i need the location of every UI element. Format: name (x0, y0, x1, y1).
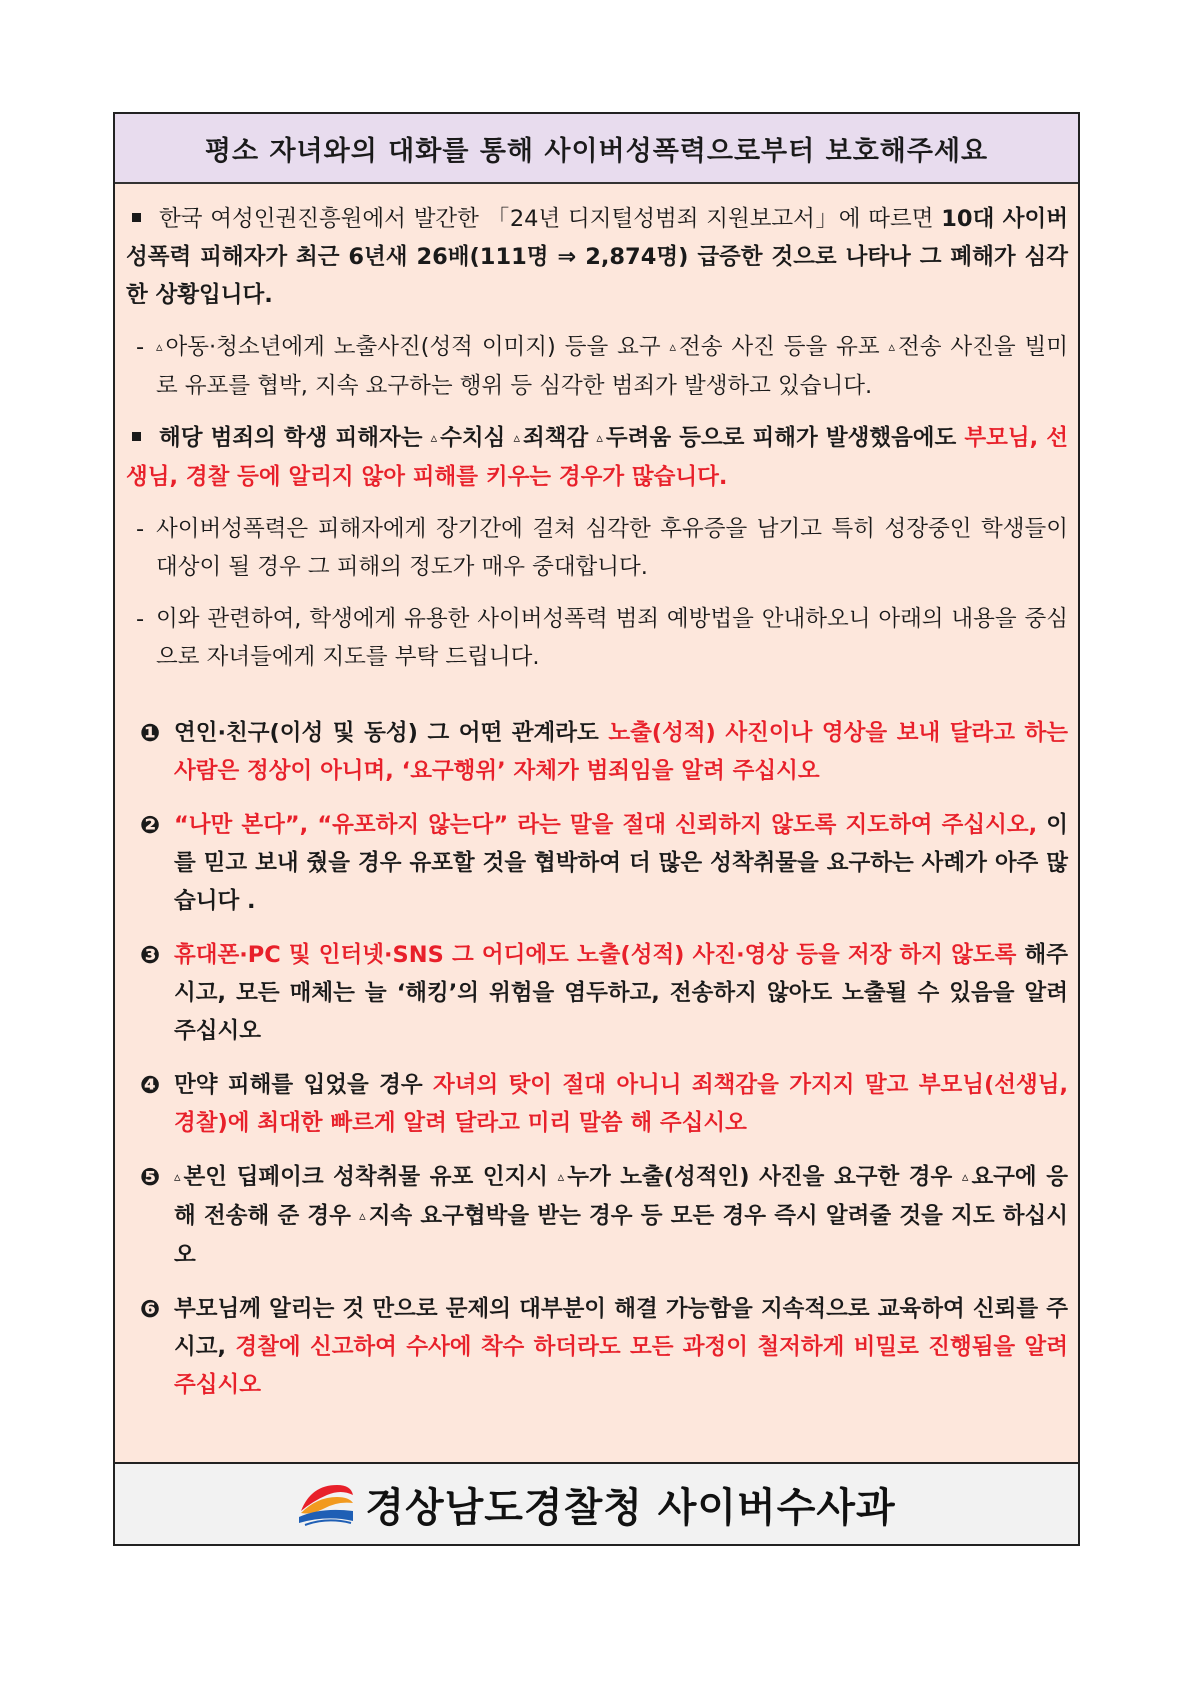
tip-item-3: ❸ 휴대폰·PC 및 인터넷·SNS 그 어디에도 노출(성적) 사진·영상 등을 저장 하지 않도록 해주시고, 모든 매체는 늘 ‘해킹’의 위험을 염두하고, 전송하지 않아도 노출될 수 있음을 알려 주십시오 (126, 936, 1068, 1050)
dash-marker: - (136, 334, 145, 360)
triangle-bullet-icon: ▵ (513, 431, 520, 446)
triangle-bullet-icon: ▵ (156, 340, 163, 355)
sub-point-2: - 사이버성폭력은 피해자에게 장기간에 걸쳐 심각한 후유증을 남기고 특히 성장중인 학생들이 대상이 될 경우 그 피해의 정도가 매우 중대합니다. (126, 510, 1068, 586)
dash-marker: - (136, 606, 145, 632)
intro-paragraph-2: 해당 범죄의 학생 피해자는 ▵ 수치심 ▵ 죄책감 ▵ 두려움 등으로 피해가 발생했음에도 부모님, 선생님, 경찰 등에 알리지 않아 피해를 키우는 경우가 많습니다. (126, 425, 1069, 490)
number-1-icon: ❶ (139, 719, 161, 747)
tip-item-6: ❻ 부모님께 알리는 것 만으로 문제의 대부분이 해결 가능함을 지속적으로 교육하여 신뢰를 주시고, 경찰에 신고하여 수사에 착수 하더라도 모든 과정이 철저하게 비밀로 진행됨을 알려 주십시오 (126, 1290, 1068, 1404)
sub-point-3: - 이와 관련하여, 학생에게 유용한 사이버성폭력 범죄 예방법을 안내하오니 아래의 내용을 중심으로 자녀들에게 지도를 부탁 드립니다. (126, 600, 1068, 676)
notice-frame (113, 112, 1080, 1546)
intro-paragraph-1: 한국 여성인권진흥원에서 발간한 「24년 디지털성범죄 지원보고서」에 따르면 10대 사이버성폭력 피해자가 최근 6년새 26배(111명 ⇒ 2,874명) 급증한 것으로 나타나 그 폐해가 심각한 상황입니다. (126, 206, 1069, 308)
number-2-icon: ❷ (139, 811, 161, 839)
triangle-bullet-icon: ▵ (888, 340, 896, 355)
notice-body (115, 184, 1078, 1404)
number-6-icon: ❻ (139, 1295, 161, 1323)
triangle-bullet-icon: ▵ (359, 1209, 366, 1224)
tip-item-1: ❶ 연인·친구(이성 및 동성) 그 어떤 관계라도 노출(성적) 사진이나 영상을 보내 달라고 하는 사람은 정상이 아니며, ‘요구행위’ 자체가 범죄임을 알려 주십시오 (126, 714, 1068, 790)
footer-banner (115, 1462, 1078, 1544)
number-4-icon: ❹ (139, 1071, 161, 1099)
sub-point-1: - ▵ 아동·청소년에게 노출사진(성적 이미지) 등을 요구 ▵ 전송 사진 등을 유포 ▵ 전송 사진을 빌미로 유포를 협박, 지속 요구하는 행위 등 심각한 범죄가 발생하고 있습니다. (126, 328, 1068, 405)
police-logo-icon (297, 1481, 355, 1527)
tip-item-2: ❷ “나만 본다”, “유포하지 않는다” 라는 말을 절대 신뢰하지 않도록 지도하여 주십시오, 이를 믿고 보내 줬을 경우 유포할 것을 협박하여 더 많은 성착취물을 요구하는 사례가 아주 많습니다 . (126, 806, 1068, 920)
number-5-icon: ❺ (139, 1163, 161, 1191)
triangle-bullet-icon: ▵ (557, 1170, 565, 1185)
triangle-bullet-icon: ▵ (961, 1170, 969, 1185)
tip-item-4: ❹ 만약 피해를 입었을 경우 자녀의 탓이 절대 아니니 죄책감을 가지지 말고 부모님(선생님, 경찰)에 최대한 빠르게 알려 달라고 미리 말씀 해 주십시오 (126, 1066, 1068, 1142)
triangle-bullet-icon: ▵ (174, 1170, 181, 1185)
organization-name: 경상남도경찰청 사이버수사과 (365, 1484, 896, 1531)
number-3-icon: ❸ (139, 941, 161, 969)
dash-marker: - (136, 516, 145, 542)
page-title: 평소 자녀와의 대화를 통해 사이버성폭력으로부터 보호해주세요 (115, 114, 1078, 184)
tip-item-5: ❺ ▵ 본인 딥페이크 성착취물 유포 인지시 ▵ 누가 노출(성적인) 사진을 요구한 경우 ▵ 요구에 응해 전송해 준 경우 ▵ 지속 요구협박을 받는 경우 등 모든 경우 즉시 알려줄 것을 지도 하십시오 (126, 1158, 1068, 1274)
square-bullet-icon (132, 213, 141, 222)
triangle-bullet-icon: ▵ (669, 340, 676, 355)
triangle-bullet-icon: ▵ (596, 431, 603, 446)
triangle-bullet-icon: ▵ (430, 431, 438, 446)
square-bullet-icon (132, 432, 141, 441)
